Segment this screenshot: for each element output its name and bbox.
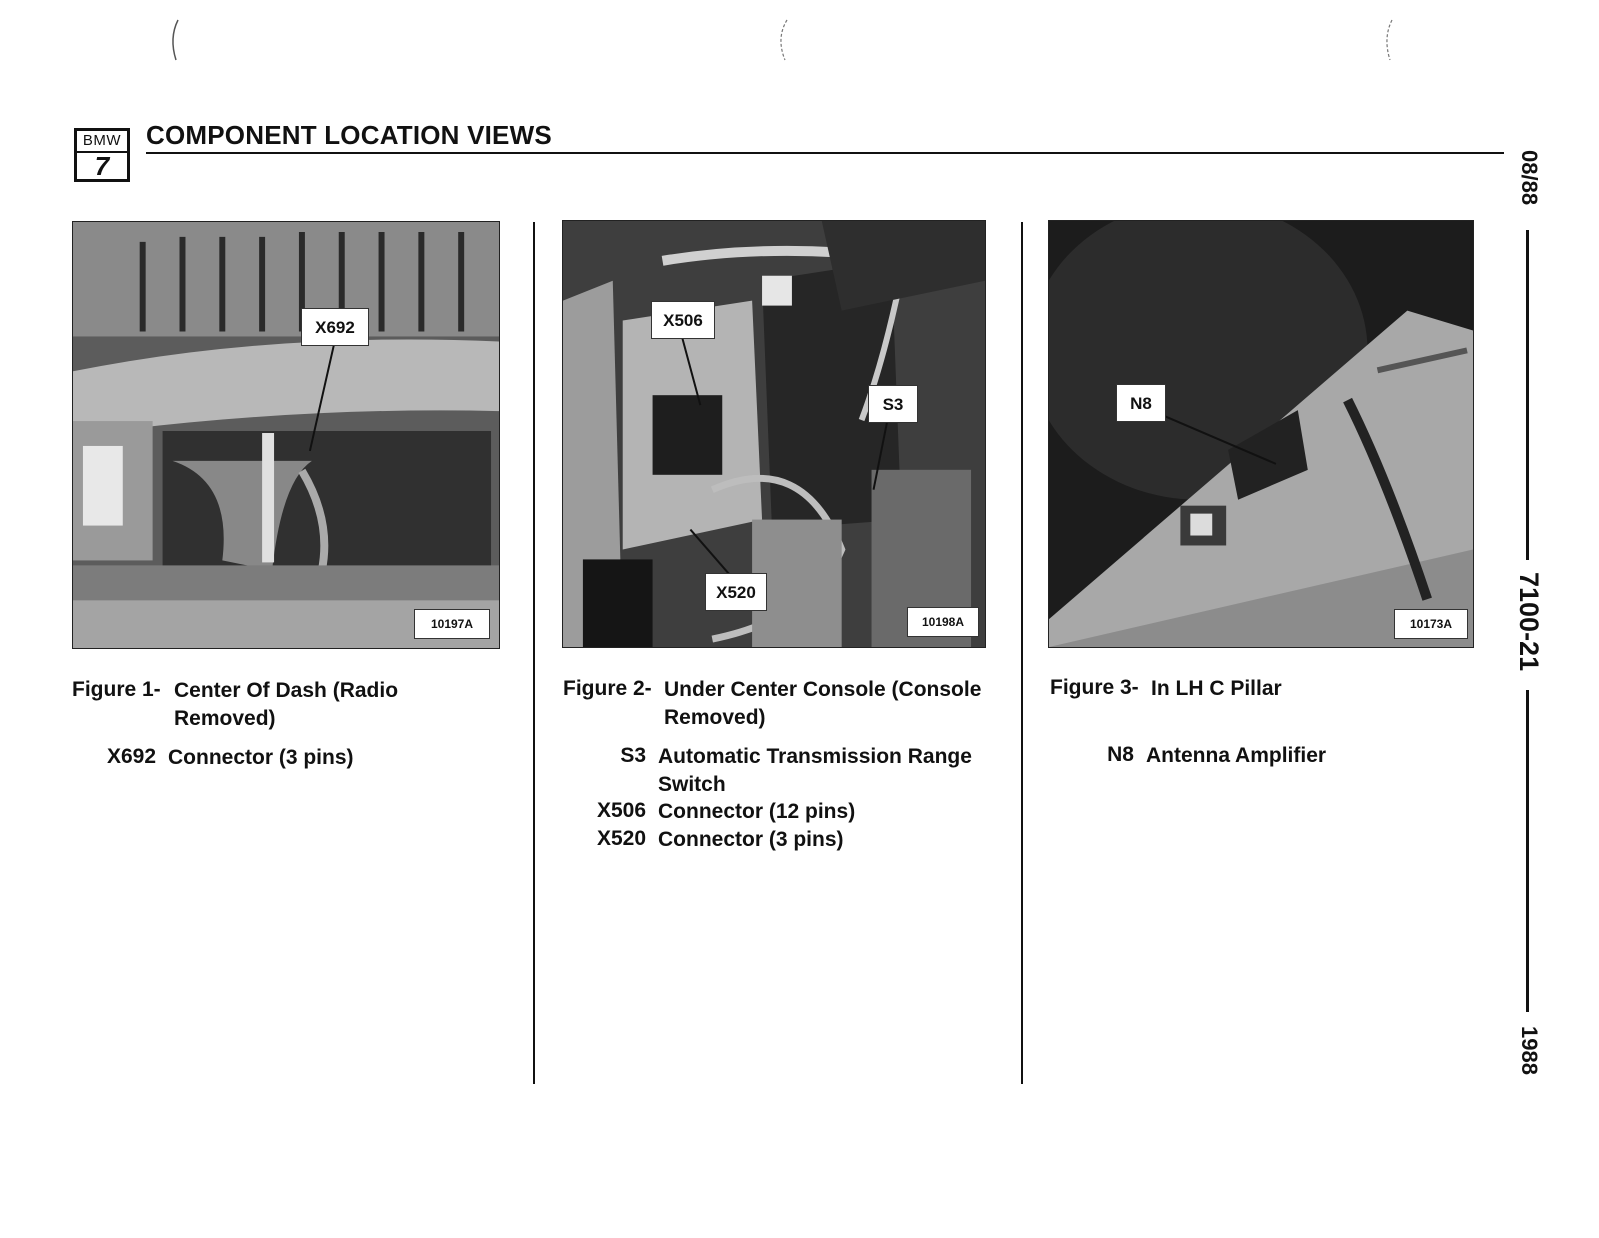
header-rule [146,152,1504,154]
figure-1-callout-x692: X692 [301,308,369,346]
figure-2-label: Figure 2- [563,677,652,700]
figure-2-legend-code: X520 [596,827,646,850]
figure-3-photo [1048,220,1474,648]
figure-3-callout-n8: N8 [1116,384,1166,422]
revision-date: 08/88 [1517,150,1542,206]
figure-3-caption: In LH C Pillar [1151,677,1282,700]
figure-3-legend-code: N8 [1107,743,1134,766]
figure-2-legend-desc: Automatic Transmission Range Switch [658,745,972,796]
logo-model: 7 [94,151,110,181]
binder-hole-mark [168,18,182,62]
binder-hole-mark [1382,18,1396,62]
figure-1-label: Figure 1- [72,678,161,701]
side-rule [1526,230,1529,560]
pillar-photo-illustration [1049,221,1473,647]
figure-3-label: Figure 3- [1050,676,1139,699]
figure-2-photo [562,220,986,648]
page-number: 7100-21 [1514,572,1544,672]
figure-1-image-number: 10197A [414,609,490,639]
figure-2-image-number: 10198A [907,607,979,637]
figure-2-legend-code: S3 [620,744,646,767]
figure-2-legend-code: X506 [596,799,646,822]
column-divider [533,222,535,1084]
figure-2-legend-desc: Connector (12 pins) [658,800,856,823]
figure-1-legend-code: X692 [106,745,156,768]
figure-1-caption: Center Of Dash (Radio Removed) [174,679,399,730]
figure-2-callout-s3: S3 [868,385,918,423]
model-year: 1988 [1517,1026,1542,1075]
figure-3-image-number: 10173A [1394,609,1468,639]
figure-3-legend-desc: Antenna Amplifier [1146,744,1327,767]
page-title: COMPONENT LOCATION VIEWS [146,120,552,150]
binder-hole-mark [776,18,790,62]
figure-1-photo [72,221,500,649]
bmw-logo [74,128,130,182]
dash-photo-illustration [73,222,499,648]
side-rule [1526,690,1529,1012]
logo-brand: BMW [77,131,127,153]
console-photo-illustration [563,221,985,647]
figure-2-callout-x520: X520 [705,573,767,611]
figure-2-caption: Under Center Console (Console Removed) [664,678,982,729]
column-divider [1021,222,1023,1084]
figure-1-legend-desc: Connector (3 pins) [168,746,354,769]
figure-2-callout-x506: X506 [651,301,715,339]
figure-2-legend-desc: Connector (3 pins) [658,828,844,851]
